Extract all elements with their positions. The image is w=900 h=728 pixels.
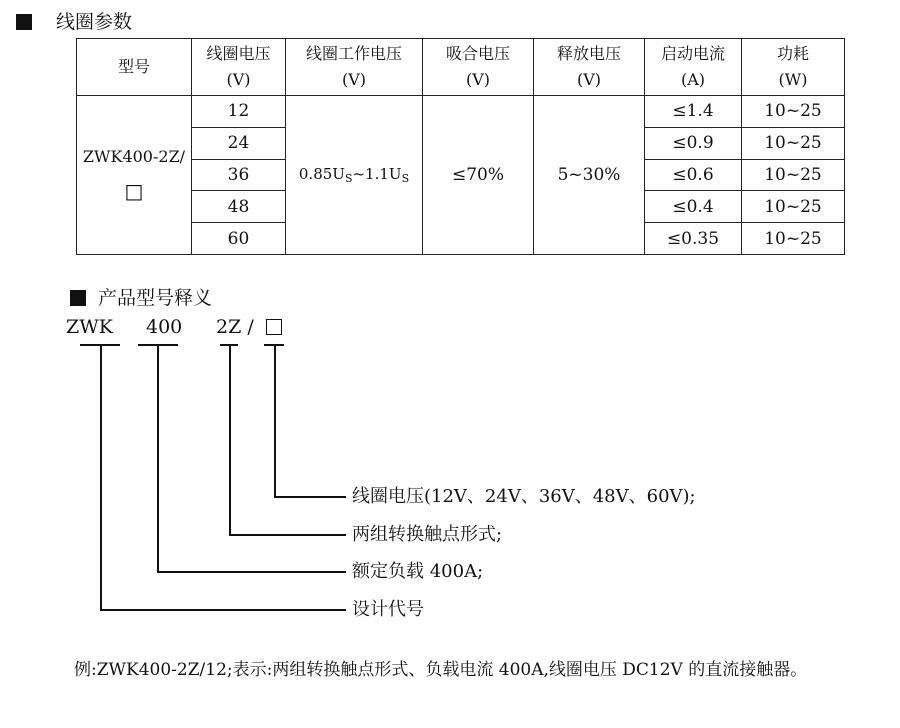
code-part-400: 400 [146, 316, 183, 338]
legend-coil-voltage: 线圈电压(12V、24V、36V、48V、60V); [352, 486, 696, 507]
connector-2z [229, 344, 231, 535]
start-current-cell: ≤0.4 [645, 191, 742, 223]
table-header-row [77, 39, 845, 96]
leader-line-4 [100, 609, 346, 611]
legend-rated-load: 额定负载 400A; [352, 561, 484, 582]
placeholder-box-icon [266, 319, 282, 335]
section-bullet-square [70, 290, 86, 306]
power-cell: 10~25 [742, 223, 845, 255]
code-part-2z: 2Z / [216, 316, 254, 338]
coil-parameters-table [76, 38, 845, 255]
code-part-zwk: ZWK [66, 316, 113, 338]
example-paragraph: 例:ZWK400-2Z/12;表示:两组转换触点形式、负载电流 400A,线圈电压 DC12V 的直流接触器。 [74, 660, 808, 680]
section-title-coil-params: 线圈参数 [56, 11, 133, 33]
power-cell: 10~25 [742, 191, 845, 223]
model-name: ZWK400-2Z/ [82, 147, 186, 166]
section-bullet-square [16, 14, 32, 30]
connector-placeholder [274, 344, 276, 497]
header-power: 功耗 (W) [742, 39, 845, 96]
model-placeholder-box: □ [124, 179, 144, 203]
start-current-cell: ≤1.4 [645, 96, 742, 128]
leader-line-3 [157, 571, 346, 573]
header-pickup-voltage: 吸合电压 (V) [423, 39, 534, 96]
section-title-model-meaning: 产品型号释义 [98, 287, 213, 309]
model-cell [77, 96, 192, 255]
leader-line-1 [274, 496, 346, 498]
power-cell: 10~25 [742, 159, 845, 191]
start-current-cell: ≤0.35 [645, 223, 742, 255]
legend-design-code: 设计代号 [352, 599, 424, 620]
table-row [77, 96, 845, 128]
start-current-cell: ≤0.9 [645, 127, 742, 159]
power-cell: 10~25 [742, 96, 845, 128]
legend-contact-form: 两组转换触点形式; [352, 524, 503, 545]
working-voltage-cell: $0.85U_S\sim 1.1U_S$ [286, 96, 423, 255]
pickup-voltage-cell: ≤70% [423, 96, 534, 255]
release-voltage-cell: 5~30% [534, 96, 645, 255]
coil-voltage-cell: 12 [192, 96, 286, 128]
coil-voltage-cell: 60 [192, 223, 286, 255]
power-cell: 10~25 [742, 127, 845, 159]
code-part-placeholder [266, 316, 282, 338]
header-start-current: 启动电流 (A) [645, 39, 742, 96]
coil-voltage-cell: 24 [192, 127, 286, 159]
leader-line-2 [229, 534, 346, 536]
coil-voltage-cell: 36 [192, 159, 286, 191]
connector-400 [157, 344, 159, 572]
header-model: 型号 [77, 39, 192, 96]
header-release-voltage: 释放电压 (V) [534, 39, 645, 96]
start-current-cell: ≤0.6 [645, 159, 742, 191]
header-coil-voltage: 线圈电压 (V) [192, 39, 286, 96]
header-working-voltage: 线圈工作电压 (V) [286, 39, 423, 96]
coil-voltage-cell: 48 [192, 191, 286, 223]
connector-zwk [100, 344, 102, 610]
